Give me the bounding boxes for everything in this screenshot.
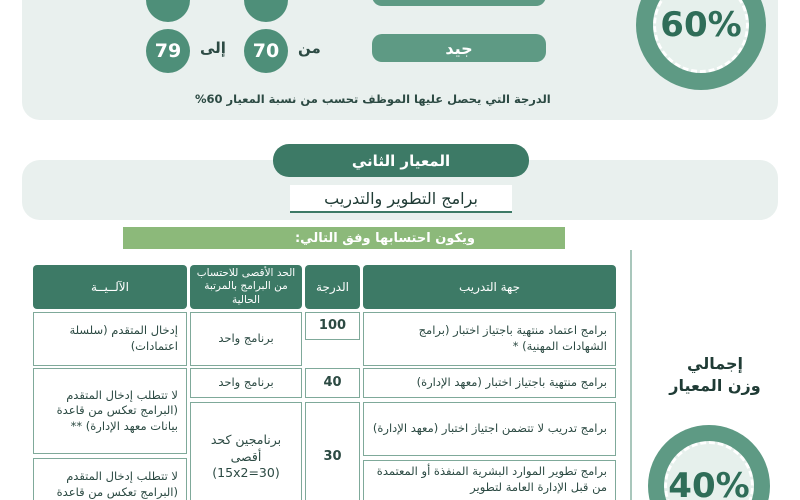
prev-row-grade-pill xyxy=(372,0,546,6)
to-word: إلى xyxy=(200,39,226,57)
table-row-2-max: برنامج واحد xyxy=(190,368,302,398)
side-divider xyxy=(630,250,632,500)
header-mechanism: الآلــيــة xyxy=(33,265,187,309)
from-word: من xyxy=(298,39,321,57)
good-grade-pill: جيد xyxy=(372,34,546,62)
side-label: إجمالي وزن المعيار xyxy=(669,354,761,395)
table-row-3-max: برنامجين كحد أقصى (30=15x2) xyxy=(190,402,302,500)
table-row-2-score: 40 xyxy=(305,368,360,398)
section2-weight-ring xyxy=(648,425,770,500)
table-row-1-max: برنامج واحد xyxy=(190,312,302,366)
table-row-4-entity: برامج تطوير الموارد البشرية المنفذة أو المعتمدة من قبل الإدارة العامة لتطوير xyxy=(363,460,616,500)
from-value-circle: 70 xyxy=(244,29,288,73)
table-row-2-mechanism: لا تتطلب إدخال المتقدم (البرامج تعكس من قاعدة بيانات معهد الإدارة) ** xyxy=(33,368,187,454)
table-row-1-mechanism: إدخال المتقدم (سلسلة اعتمادات) xyxy=(33,312,187,366)
section2-subtitle: برامج التطوير والتدريب xyxy=(290,185,512,213)
calc-note-bar: ويكون احتسابها وفق التالي: xyxy=(123,227,565,249)
section2-weight-value: 40% xyxy=(668,466,750,500)
section2-title: المعيار الثاني xyxy=(273,144,529,177)
header-max: الحد الأقصى للاحتساب من البرامج بالمرتبة الحالية xyxy=(190,265,302,309)
top-weight-value: 60% xyxy=(660,5,742,45)
table-row-1-score: 100 xyxy=(305,312,360,340)
table-row-2-entity: برامج منتهية باجتياز اختبار (معهد الإدارة) xyxy=(363,368,616,398)
table-row-3-mechanism: لا تتطلب إدخال المتقدم (البرامج تعكس من قاعدة xyxy=(33,458,187,500)
table-row-3-entity: برامج تدريب لا تتضمن اجتياز اختبار (معهد الإدارة) xyxy=(363,402,616,456)
top-note: الدرجة التي يحصل عليها الموظف تحسب من نسبة المعيار 60% xyxy=(195,92,551,106)
header-entity: جهة التدريب xyxy=(363,265,616,309)
table-row-3-score: 30 xyxy=(305,402,360,500)
to-value-circle: 79 xyxy=(146,29,190,73)
table-row-1-entity: برامج اعتماد منتهية باجتياز اختبار (برامج الشهادات المهنية) * xyxy=(363,312,616,366)
header-score: الدرجة xyxy=(305,265,360,309)
